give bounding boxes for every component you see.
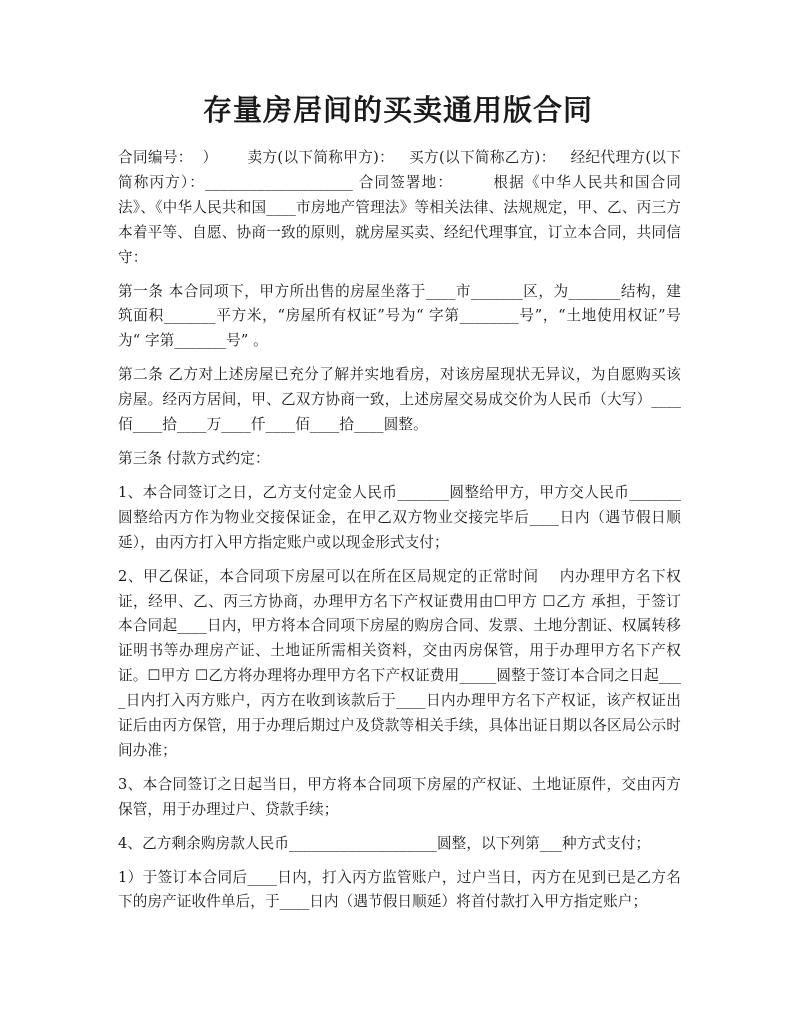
paragraph-preamble: 合同编号： ） 卖方(以下简称甲方)： 买方(以下简称乙方)： 经纪代理方(以下简称丙方）：____________________ 合同签署地： 根据《中华人民共和国合同法》、《中华人民共和国____市房地产管理法》等相关法律、法规规定，甲、乙、丙三方本着平等、自愿、协商一致的原则，就房屋买卖、经纪代理事宜，订立本合同，共同信守：	[118, 149, 681, 266]
paragraph-clause-3-3: 3、本合同签订之日起当日，甲方将本合同项下房屋的产权证、土地证原件，交由丙方保管，用于办理过户、贷款手续；	[118, 775, 681, 818]
paragraph-clause-3-4-option-1: 1）于签订本合同后____日内，打入丙方监管账户，过户当日，丙方在见到已是乙方名下的房产证收件单后，于____日内（遇节假日顺延）将首付款打入甲方指定账户；	[118, 868, 681, 911]
document-body	[118, 146, 681, 924]
document-title: 存量房居间的买卖通用版合同	[202, 93, 593, 127]
paragraph-clause-3-2: 2、甲乙保证，本合同项下房屋可以在所在区局规定的正常时间 内办理甲方名下权证，经甲、乙、丙三方协商，办理甲方名下产权证费用由☐甲方 ☐乙方 承担，于签订本合同起____日内，甲方将本合同项下房屋的购房合同、发票、土地分割证、权属转移证明书等办理房产证、土地证所需相关资料，交由丙房保管，用于办理甲方名下产权证。☐甲方 ☐乙方将办理将办理甲方名下产权证费用_____圆整于签订本合同之日起____日内打入丙方账户，丙方在收到该款后于____日内办理甲方名下产权证，该产权证出证后由丙方保管，用于办理后期过户及贷款等相关手续，具体出证日期以各区局公示时间办准；	[118, 567, 681, 759]
paragraph-article-2: 第二条 乙方对上述房屋已充分了解并实地看房，对该房屋现状无异议，为自愿购买该房屋。经丙方居间，甲、乙双方协商一致，上述房屋交易成交价为人民币（大写）____佰____拾____万____仟____佰____拾____圆整。	[118, 366, 681, 434]
paragraph-article-1: 第一条 本合同项下，甲方所出售的房屋坐落于____市_______区，为_______结构，建筑面积_______平方米，“房屋所有权证”号为“ 字第________号”，“土地使用权证”号为“ 字第_______号” 。	[118, 282, 681, 350]
paragraph-article-3-heading: 第三条 付款方式约定：	[118, 449, 270, 467]
paragraph-clause-3-4: 4、乙方剩余购房款人民币____________________圆整，以下列第___种方式支付；	[118, 834, 651, 852]
paragraph-clause-3-1: 1、本合同签订之日，乙方支付定金人民币_______圆整给甲方，甲方交人民币_______圆整给丙方作为物业交接保证金，在甲乙双方物业交接完毕后____日内（遇节假日顺延），由丙方打入甲方指定账户或以现金形式支付；	[118, 483, 681, 551]
